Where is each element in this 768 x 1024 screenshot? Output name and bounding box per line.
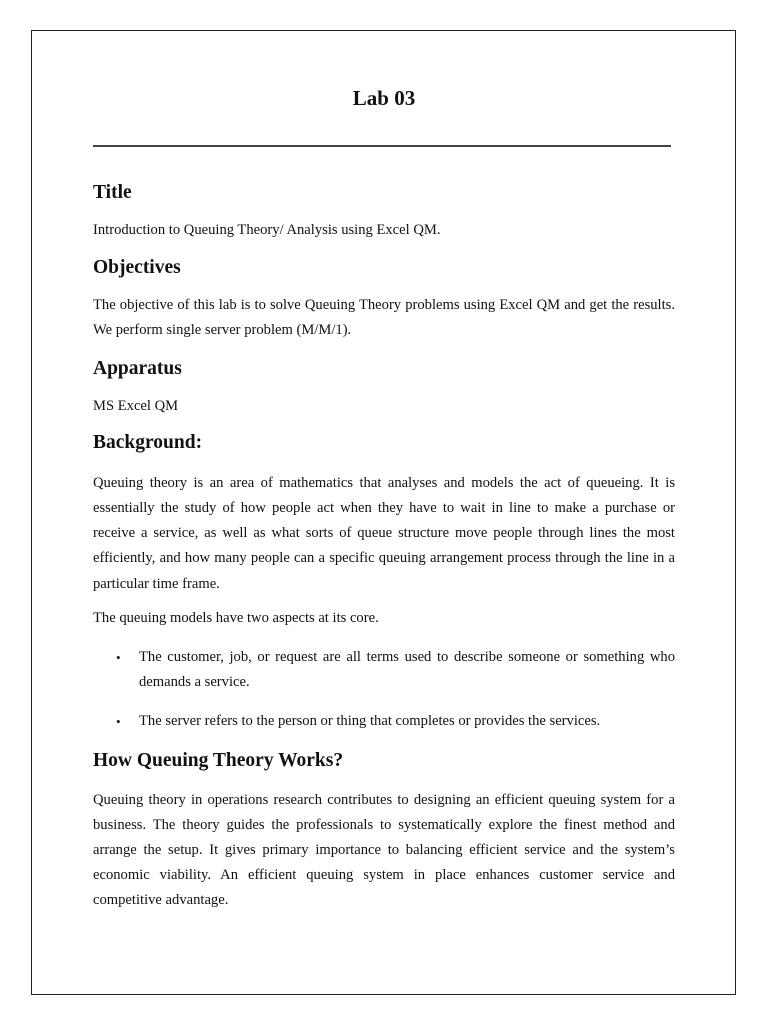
section-title	[93, 181, 675, 243]
heading-divider	[93, 145, 671, 147]
section-objectives	[93, 256, 675, 343]
section-heading-apparatus: Apparatus	[93, 357, 182, 379]
section-heading-background: Background:	[93, 431, 203, 453]
list-item-text: The server refers to the person or thing that completes or provides the services.	[139, 713, 601, 730]
section-heading-title: Title	[93, 182, 132, 203]
how-it-works-text: Queuing theory in operations research contributes to designing an efficient queuing system for a business. The theory guides the professionals to systematically explore the finest method and arrange the setup. It gives primary importance to balancing efficient service and the system’s economic viability. An efficient queuing system in place enhances customer service and competitive advantage.	[93, 791, 675, 909]
document-body	[93, 181, 675, 930]
list-item	[93, 709, 675, 734]
section-heading-how-it-works: How Queuing Theory Works?	[93, 749, 344, 771]
title-text: Introduction to Queuing Theory/ Analysis using Excel QM.	[93, 222, 441, 238]
background-paragraph-1: Queuing theory is an area of mathematics that analyses and models the act of queueing. It is essentially the study of how people act when they have to wait in line to make a purchase or receive a service, as well as what sorts of queue structure move people through lines the most efficiently, and how many people can a specific queuing arrangement process through the line in a particular time frame.	[93, 474, 675, 592]
background-paragraph-2: The queuing models have two aspects at its core.	[93, 609, 379, 626]
section-apparatus	[93, 357, 675, 419]
section-background	[93, 431, 675, 735]
document-heading: Lab 03	[352, 86, 416, 110]
bullet-icon: •	[116, 650, 121, 666]
list-item	[93, 645, 675, 695]
apparatus-text: MS Excel QM	[93, 397, 179, 414]
objectives-text: The objective of this lab is to solve Queuing Theory problems using Excel QM and get the results. We perform single server problem (M/M/1).	[93, 297, 675, 339]
bullet-icon: •	[116, 714, 121, 730]
section-heading-objectives: Objectives	[93, 257, 181, 279]
aspects-list	[93, 645, 675, 735]
section-how-it-works	[93, 749, 675, 914]
list-item-text: The customer, job, or request are all terms used to describe someone or something who demands a service.	[139, 649, 675, 691]
